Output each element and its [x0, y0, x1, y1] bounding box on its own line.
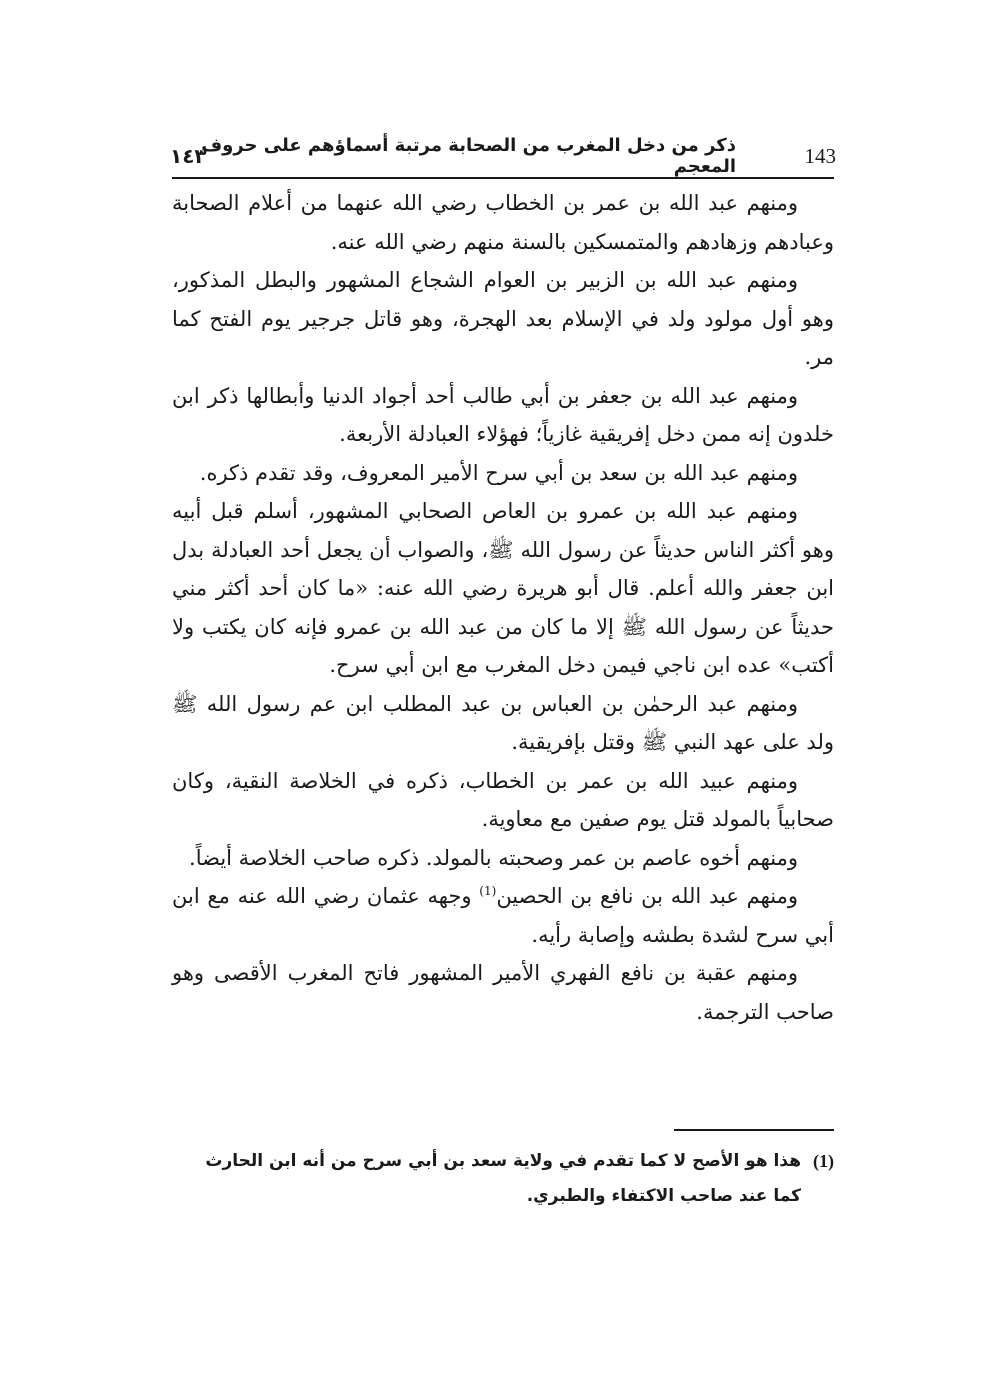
paragraph-text-end: وجهه عثمان رضي الله عنه مع ابن أبي سرح لشدة بطشه وإصابة رأيه.	[172, 884, 834, 947]
footnote	[172, 1144, 834, 1214]
paragraph-ubayd-allah: ومنهم عبيد الله بن عمر بن الخطاب، ذكره في الخلاصة النقية، وكان صحابياً بالمولد قتل يوم صفين مع معاوية.	[172, 768, 834, 831]
footnote-number: (1)	[813, 1151, 834, 1171]
paragraph-text-start: ومنهم عبد الله بن نافع بن الحصين	[496, 884, 798, 908]
header-divider	[172, 177, 834, 179]
paragraph-ibn-sad: ومنهم عبد الله بن سعد بن أبي سرح الأمير المعروف، وقد تقدم ذكره.	[199, 460, 798, 485]
paragraph-ibn-jafar: ومنهم عبد الله بن جعفر بن أبي طالب أحد أجواد الدنيا وأبطالها ذكر ابن خلدون إنه ممن دخل إفريقية غازياً؛ فهؤلاء العبادلة الأربعة.	[172, 383, 834, 446]
page-number-arabic: ١٤٣	[170, 144, 207, 168]
footnote-reference[interactable]: (1)	[479, 884, 497, 898]
footnote-text: هذا هو الأصح لا كما تقدم في ولاية سعد بن أبي سرح من أنه ابن الحارث كما عند صاحب الاكتفاء والطبري.	[205, 1151, 801, 1206]
paragraph-uqba: ومنهم عقبة بن نافع الفهري الأمير المشهور فاتح المغرب الأقصى وهو صاحب الترجمة.	[172, 961, 834, 1024]
page-number-latin: 143	[804, 143, 836, 168]
paragraph-ibn-nafi-ibn-husayn	[172, 877, 834, 954]
paragraph-asim: ومنهم أخوه عاصم بن عمر وصحبته بالمولد. ذكره صاحب الخلاصة أيضاً.	[189, 845, 798, 870]
paragraph-ibn-zubayr: ومنهم عبد الله بن الزبير بن العوام الشجاع المشهور والبطل المذكور، وهو أول مولود ولد في الإسلام بعد الهجرة، وهو قاتل جرجير يوم الفتح كما مر.	[172, 268, 834, 369]
page-header	[170, 135, 836, 177]
footnote-divider	[674, 1129, 834, 1131]
paragraph-ibn-umar: ومنهم عبد الله بن عمر بن الخطاب رضي الله عنهما من أعلام الصحابة وعبادهم وزهادهم والمتمسكين بالسنة منهم رضي الله عنه.	[172, 191, 834, 254]
paragraph-abd-al-rahman: ومنهم عبد الرحمٰن بن العباس بن عبد المطلب ابن عم رسول الله ﷺ ولد على عهد النبي ﷺ وقتل بإفريقية.	[172, 691, 834, 754]
main-text	[172, 184, 834, 1031]
running-title: ذكر من دخل المغرب من الصحابة مرتبة أسماؤهم على حروف المعجم	[201, 135, 736, 177]
paragraph-ibn-amr: ومنهم عبد الله بن عمرو بن العاص الصحابي المشهور، أسلم قبل أبيه وهو أكثر الناس حديثاً عن رسول الله ﷺ، والصواب أن يجعل أحد العبادلة بدل ابن جعفر والله أعلم. قال أبو هريرة رضي الله عنه: «ما كان أحد أكثر مني حديثاً عن رسول الله ﷺ إلا ما كان من عبد الله بن عمرو فإنه كان يكتب ولا أكتب» عده ابن ناجي فيمن دخل المغرب مع ابن أبي سرح.	[172, 499, 834, 677]
